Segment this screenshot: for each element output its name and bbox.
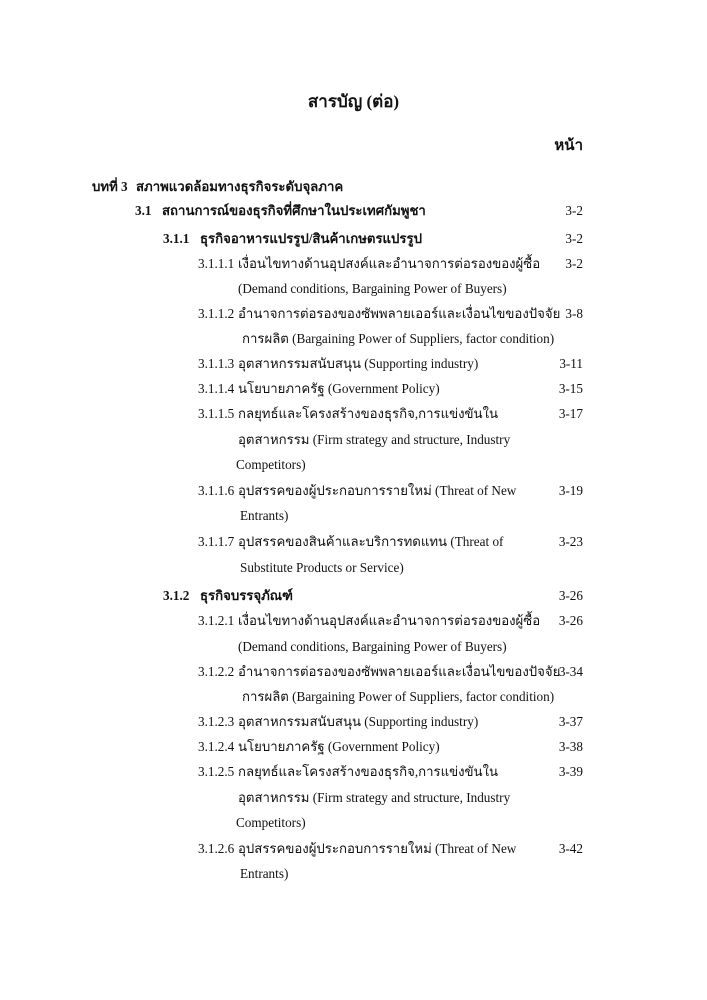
- toc-entry-continuation: Competitors): [236, 815, 306, 830]
- toc-entry-page-number: 3-2: [565, 256, 583, 271]
- toc-entry-title: อำนาจการต่อรองของซัพพลายเออร์และเงื่อนไขของปัจจัย: [238, 306, 561, 321]
- toc-entry-title: อุปสรรคของผู้ประกอบการรายใหม่ (Threat of New: [238, 841, 517, 856]
- toc-entry-title: ธุรกิจบรรจุภัณฑ์: [200, 588, 293, 603]
- toc-entry-page-number: 3-26: [558, 613, 583, 628]
- toc-entry-number: 3.1.2.1: [198, 613, 235, 628]
- toc-entry-number: 3.1.1.2: [198, 306, 235, 321]
- toc-entry-continuation: Substitute Products or Service): [240, 560, 404, 575]
- toc-entry-number: 3.1.2.4: [198, 739, 235, 754]
- toc-entry-title: อุปสรรคของสินค้าและบริการทดแทน (Threat of: [238, 534, 504, 549]
- toc-entry-number: 3.1.2.5: [198, 764, 235, 779]
- toc-entry-continuation: การผลิต (Bargaining Power of Suppliers, factor condition): [242, 331, 555, 346]
- toc-entry-continuation: อุตสาหกรรม (Firm strategy and structure, Industry: [238, 790, 511, 805]
- toc-entry-page-number: 3-37: [558, 714, 583, 729]
- toc-entry-continuation: (Demand conditions, Bargaining Power of Buyers): [238, 281, 507, 296]
- toc-entry-title: อำนาจการต่อรองของซัพพลายเออร์และเงื่อนไขของปัจจัย: [238, 664, 561, 679]
- chapter-label: บทที่ 3: [92, 179, 128, 194]
- toc-entry-number: 3.1.1.3: [198, 356, 235, 371]
- toc-entry-title: อุตสาหกรรมสนับสนุน (Supporting industry): [238, 714, 479, 729]
- toc-entry-number: 3.1.1: [163, 231, 190, 246]
- toc-entry-page-number: 3-15: [558, 381, 583, 396]
- toc-entry-number: 3.1.2.2: [198, 664, 235, 679]
- toc-entry-number: 3.1.1.4: [198, 381, 235, 396]
- toc-entry-page-number: 3-42: [558, 841, 583, 856]
- toc-entry-number: 3.1.1.1: [198, 256, 235, 271]
- toc-entry-number: 3.1.2.6: [198, 841, 235, 856]
- toc-entry-continuation: (Demand conditions, Bargaining Power of Buyers): [238, 639, 507, 654]
- toc-entry-title: เงื่อนไขทางด้านอุปสงค์และอำนาจการต่อรองของผู้ซื้อ: [238, 256, 541, 271]
- toc-entry-number: 3.1.1.7: [198, 534, 235, 549]
- toc-entry-continuation: การผลิต (Bargaining Power of Suppliers, factor condition): [242, 689, 555, 704]
- toc-entry-continuation: อุตสาหกรรม (Firm strategy and structure, Industry: [238, 432, 511, 447]
- toc-entry-title: กลยุทธ์และโครงสร้างของธุรกิจ,การแข่งขันใน: [238, 764, 499, 779]
- toc-entry-number: 3.1.1.6: [198, 483, 235, 498]
- toc-entry-continuation: Competitors): [236, 457, 306, 472]
- toc-entry-page-number: 3-23: [558, 534, 583, 549]
- toc-entry-page-number: 3-38: [558, 739, 583, 754]
- toc-entry-page-number: 3-19: [558, 483, 583, 498]
- toc-entry-continuation: Entrants): [240, 508, 289, 523]
- toc-entry-title: นโยบายภาครัฐ (Government Policy): [238, 739, 440, 754]
- chapter-heading: [92, 175, 343, 199]
- chapter-title: สภาพแวดล้อมทางธุรกิจระดับจุลภาค: [135, 179, 344, 194]
- toc-entry-number: 3.1.2: [163, 588, 190, 603]
- toc-entry-page-number: 3-2: [565, 203, 583, 218]
- toc-entry-page-number: 3-11: [559, 356, 583, 371]
- toc-entry-continuation: Entrants): [240, 866, 289, 881]
- toc-entry-page-number: 3-17: [558, 406, 583, 421]
- toc-entry-title: อุตสาหกรรมสนับสนุน (Supporting industry): [238, 356, 479, 371]
- toc-entry-page-number: 3-8: [565, 306, 583, 321]
- toc-entry-number: 3.1.1.5: [198, 406, 235, 421]
- toc-entry-page-number: 3-26: [558, 588, 583, 603]
- toc-entry-title: อุปสรรคของผู้ประกอบการรายใหม่ (Threat of New: [238, 483, 517, 498]
- toc-entry-page-number: 3-2: [565, 231, 583, 246]
- page-title: สารบัญ (ต่อ): [307, 92, 400, 111]
- page-column-header: หน้า: [554, 138, 583, 154]
- toc-entry-number: 3.1: [135, 203, 152, 218]
- toc-entry-title: เงื่อนไขทางด้านอุปสงค์และอำนาจการต่อรองของผู้ซื้อ: [238, 613, 541, 628]
- toc-entry-page-number: 3-34: [558, 664, 583, 679]
- toc-entry-page-number: 3-39: [558, 764, 583, 779]
- toc-entry-title: นโยบายภาครัฐ (Government Policy): [238, 381, 440, 396]
- toc-entry-title: ธุรกิจอาหารแปรรูป/สินค้าเกษตรแปรรูป: [200, 231, 422, 246]
- toc-entry-title: กลยุทธ์และโครงสร้างของธุรกิจ,การแข่งขันใน: [238, 406, 499, 421]
- toc-entry-number: 3.1.2.3: [198, 714, 235, 729]
- toc-entry-title: สถานการณ์ของธุรกิจที่ศึกษาในประเทศกัมพูชา: [162, 203, 426, 218]
